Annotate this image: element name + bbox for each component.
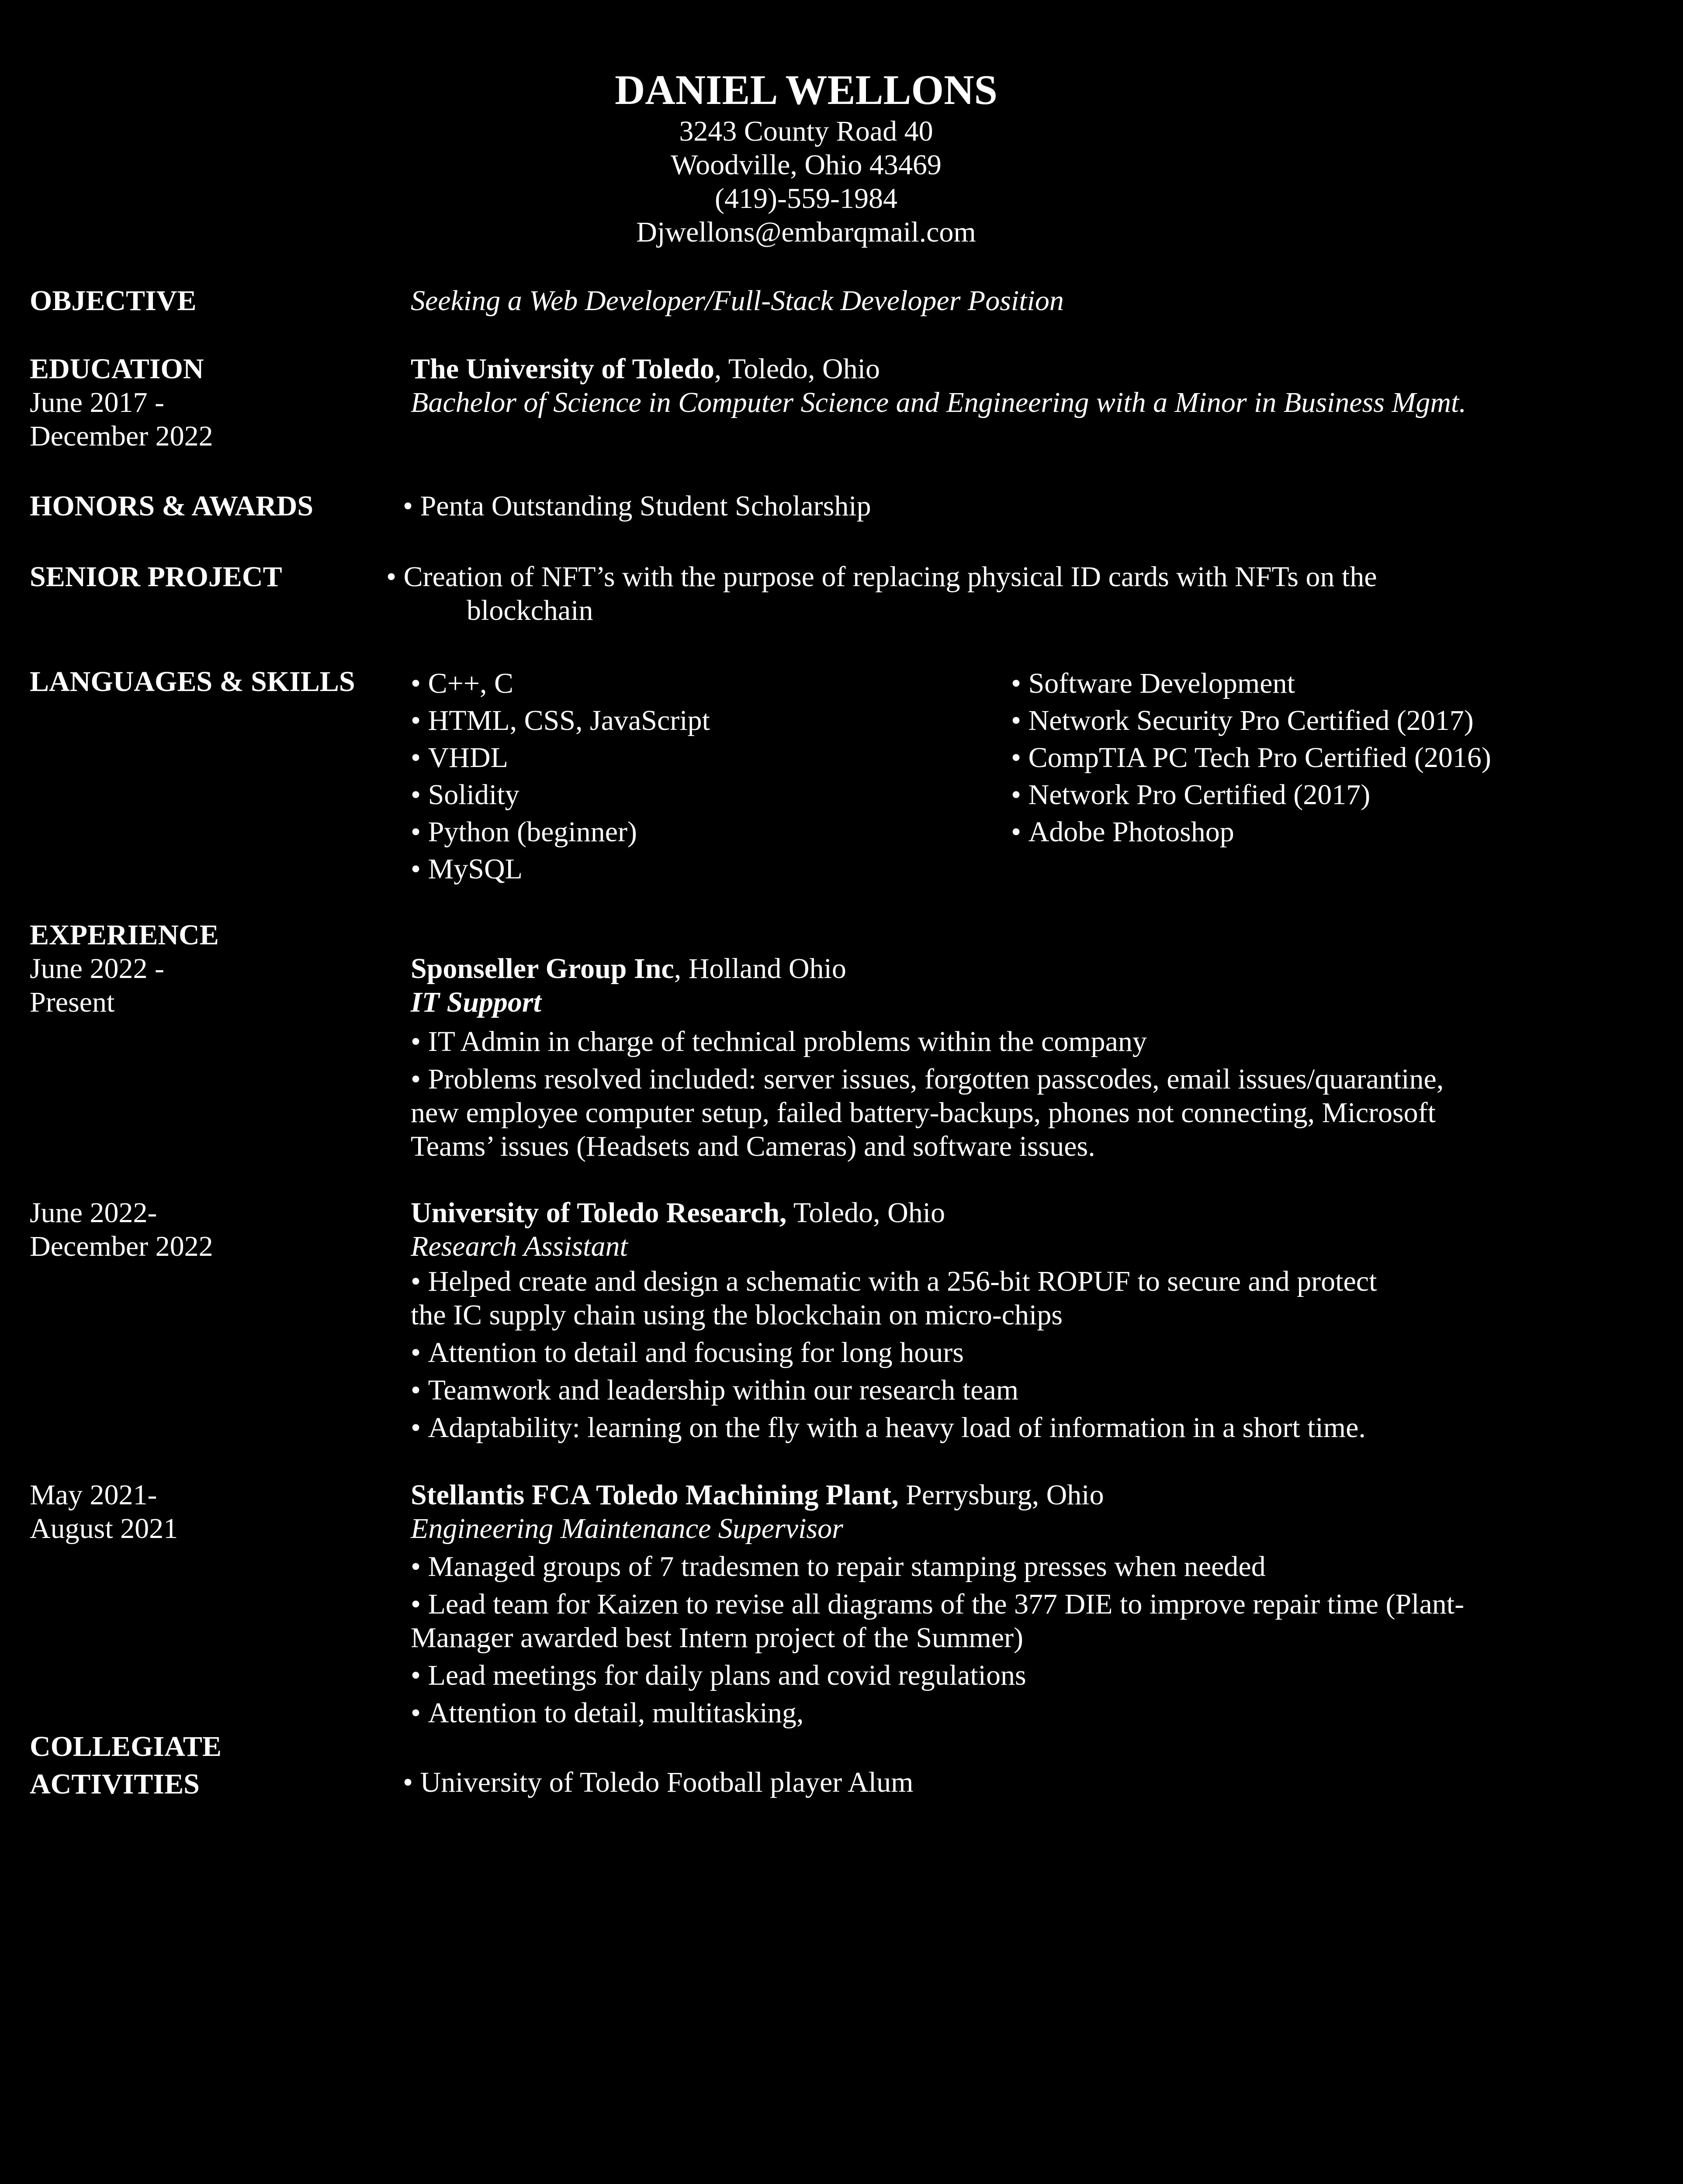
- job-3-employer: Stellantis FCA Toledo Machining Plant,: [411, 1479, 899, 1511]
- activities-item: [403, 1766, 913, 1799]
- bullet-icon: •: [1011, 742, 1022, 774]
- skill-item: [411, 813, 710, 850]
- skill-text: Solidity: [428, 779, 519, 811]
- address-line-2: Woodville, Ohio 43469: [671, 149, 942, 181]
- honors-item: [403, 489, 871, 523]
- skill-text: C++, C: [428, 667, 514, 699]
- job-1-date-end: Present: [30, 986, 115, 1018]
- senior-project-line-2: blockchain: [467, 594, 593, 626]
- skills-list-left: [411, 665, 710, 888]
- skill-text: VHDL: [428, 742, 508, 774]
- bullet-icon: •: [1011, 779, 1022, 811]
- bullet-icon: •: [411, 1374, 421, 1406]
- job-bullet-item: [411, 1587, 1464, 1655]
- education-location: , Toledo, Ohio: [714, 353, 880, 385]
- job-bullet-text: Problems resolved included: server issues, forgotten passcodes, email issues/quarantine,: [428, 1063, 1444, 1095]
- bullet-icon: •: [411, 1588, 421, 1620]
- objective-label: OBJECTIVE: [30, 285, 197, 317]
- education-label-block: [30, 352, 213, 453]
- education-school-line: [411, 352, 1466, 386]
- senior-project-label: SENIOR PROJECT: [30, 561, 282, 593]
- education-degree: Bachelor of Science in Computer Science and Engineering with a Minor in Business Mgmt.: [411, 387, 1466, 418]
- job-3-bullets: [411, 1550, 1464, 1734]
- resume-header: [0, 66, 1612, 249]
- bullet-icon: •: [411, 1697, 421, 1729]
- job-bullet-line: [411, 1621, 1464, 1655]
- job-bullet-item: [411, 1411, 1377, 1444]
- bullet-icon: •: [411, 742, 421, 774]
- activities-label-line-2: ACTIVITIES: [30, 1768, 200, 1800]
- job-1-dates: [30, 952, 164, 1019]
- job-bullet-text: Managed groups of 7 tradesmen to repair stamping presses when needed: [428, 1551, 1266, 1583]
- job-2-dates: [30, 1196, 213, 1263]
- job-bullet-line: [411, 1587, 1464, 1621]
- job-3-dates: [30, 1478, 178, 1545]
- activities-label: [30, 1728, 222, 1803]
- job-bullet-text: Attention to detail, multitasking,: [428, 1697, 804, 1729]
- skill-item: [1011, 776, 1491, 813]
- job-bullet-item: [411, 1696, 1464, 1730]
- bullet-icon: •: [411, 1412, 421, 1444]
- bullet-icon: •: [411, 779, 421, 811]
- job-bullet-text: Manager awarded best Intern project of the Summer): [411, 1622, 1023, 1654]
- honors-item-text: Penta Outstanding Student Scholarship: [420, 490, 871, 522]
- skill-item: [411, 739, 710, 776]
- job-bullet-line: [411, 1025, 1444, 1058]
- job-2-title: Research Assistant: [411, 1230, 628, 1262]
- job-bullet-item: [411, 1373, 1377, 1407]
- education-details: [411, 352, 1466, 419]
- skills-label: LANGUAGES & SKILLS: [30, 666, 355, 698]
- job-bullet-text: Adaptability: learning on the fly with a heavy load of information in a short time.: [428, 1412, 1366, 1444]
- bullet-icon: •: [411, 1265, 421, 1297]
- skill-item: [1011, 702, 1491, 739]
- skill-item: [411, 665, 710, 702]
- activities-item-text: University of Toledo Football player Alum: [420, 1766, 914, 1798]
- job-2-date-end: December 2022: [30, 1230, 213, 1262]
- skill-text: HTML, CSS, JavaScript: [428, 705, 710, 736]
- skill-text: CompTIA PC Tech Pro Certified (2016): [1028, 742, 1491, 774]
- skill-text: Software Development: [1028, 667, 1295, 699]
- job-bullet-text: the IC supply chain using the blockchain on micro-chips: [411, 1299, 1063, 1331]
- job-3-location: Perrysburg, Ohio: [898, 1479, 1104, 1511]
- job-1-date-start: June 2022 -: [30, 953, 164, 985]
- experience-label: EXPERIENCE: [30, 919, 219, 951]
- job-bullet-text: Lead meetings for daily plans and covid regulations: [428, 1659, 1026, 1691]
- job-3-details: [411, 1478, 1104, 1545]
- skill-item: [1011, 665, 1491, 702]
- bullet-icon: •: [1011, 705, 1022, 736]
- job-1-location: , Holland Ohio: [674, 953, 846, 985]
- bullet-icon: •: [411, 705, 421, 736]
- job-3-date-end: August 2021: [30, 1513, 178, 1545]
- job-bullet-line: [411, 1062, 1444, 1096]
- job-bullet-text: Lead team for Kaizen to revise all diagrams of the 377 DIE to improve repair time (Plant-: [428, 1588, 1465, 1620]
- job-bullet-text: Attention to detail and focusing for long hours: [428, 1337, 964, 1368]
- bullet-icon: •: [411, 853, 421, 885]
- job-bullet-item: [411, 1550, 1464, 1583]
- skill-text: MySQL: [428, 853, 523, 885]
- bullet-icon: •: [1011, 816, 1022, 848]
- job-bullet-line: [411, 1265, 1377, 1298]
- phone-number: (419)-559-1984: [715, 183, 897, 214]
- bullet-icon: •: [403, 1766, 413, 1798]
- email-address: Djwellons@embarqmail.com: [636, 216, 976, 248]
- job-bullet-item: [411, 1062, 1444, 1163]
- skill-item: [411, 850, 710, 888]
- job-bullet-text: Teamwork and leadership within our research team: [428, 1374, 1019, 1406]
- job-bullet-line: [411, 1550, 1464, 1583]
- job-bullet-text: new employee computer setup, failed battery-backups, phones not connecting, Microsoft: [411, 1097, 1436, 1129]
- job-1-title: IT Support: [411, 986, 541, 1018]
- job-2-details: [411, 1196, 945, 1263]
- job-3-date-start: May 2021-: [30, 1479, 157, 1511]
- job-2-employer: University of Toledo Research,: [411, 1197, 787, 1229]
- job-bullet-text: Teams’ issues (Headsets and Cameras) and software issues.: [411, 1130, 1095, 1162]
- job-bullet-line: [411, 1373, 1377, 1407]
- education-label: EDUCATION: [30, 353, 204, 385]
- bullet-icon: •: [411, 667, 421, 699]
- skill-text: Network Security Pro Certified (2017): [1028, 705, 1474, 736]
- objective-text: Seeking a Web Developer/Full-Stack Developer Position: [411, 285, 1064, 317]
- job-bullet-item: [411, 1265, 1377, 1332]
- honors-label: HONORS & AWARDS: [30, 490, 314, 522]
- bullet-icon: •: [403, 490, 413, 522]
- job-bullet-item: [411, 1025, 1444, 1058]
- job-1-employer: Sponseller Group Inc: [411, 953, 674, 985]
- job-bullet-item: [411, 1659, 1464, 1692]
- job-1-details: [411, 952, 846, 1019]
- bullet-icon: •: [1011, 667, 1022, 699]
- job-2-location: Toledo, Ohio: [786, 1197, 945, 1229]
- bullet-icon: •: [411, 1026, 421, 1057]
- bullet-icon: •: [411, 816, 421, 848]
- bullet-icon: •: [411, 1551, 421, 1583]
- job-bullet-text: Helped create and design a schematic with a 256-bit ROPUF to secure and protect: [428, 1265, 1377, 1297]
- job-1-bullets: [411, 1025, 1444, 1167]
- job-bullet-text: IT Admin in charge of technical problems within the company: [428, 1026, 1147, 1057]
- senior-project-line-1: Creation of NFT’s with the purpose of replacing physical ID cards with NFTs on the: [403, 561, 1377, 593]
- address-line-1: 3243 County Road 40: [679, 115, 933, 147]
- skill-item: [1011, 813, 1491, 850]
- job-bullet-line: [411, 1336, 1377, 1369]
- senior-project-item: [386, 560, 1377, 594]
- skill-item: [411, 702, 710, 739]
- job-2-bullets: [411, 1265, 1377, 1448]
- bullet-icon: •: [411, 1337, 421, 1368]
- candidate-name: DANIEL WELLONS: [615, 66, 997, 113]
- skill-item: [411, 776, 710, 813]
- education-date-end: December 2022: [30, 420, 213, 452]
- skill-text: Network Pro Certified (2017): [1028, 779, 1371, 811]
- education-school: The University of Toledo: [411, 353, 714, 385]
- bullet-icon: •: [386, 561, 397, 593]
- bullet-icon: •: [411, 1659, 421, 1691]
- job-bullet-line: [411, 1696, 1464, 1730]
- skill-text: Adobe Photoshop: [1028, 816, 1234, 848]
- job-bullet-line: [411, 1096, 1444, 1130]
- job-bullet-line: [411, 1298, 1377, 1332]
- skill-text: Python (beginner): [428, 816, 637, 848]
- job-bullet-item: [411, 1336, 1377, 1369]
- education-date-start: June 2017 -: [30, 387, 164, 418]
- job-bullet-line: [411, 1411, 1377, 1444]
- skills-list-right: [1011, 665, 1491, 850]
- job-bullet-line: [411, 1659, 1464, 1692]
- job-bullet-line: [411, 1130, 1444, 1163]
- bullet-icon: •: [411, 1063, 421, 1095]
- job-3-title: Engineering Maintenance Supervisor: [411, 1513, 843, 1545]
- job-2-date-start: June 2022-: [30, 1197, 157, 1229]
- activities-label-line-1: COLLEGIATE: [30, 1731, 222, 1762]
- skill-item: [1011, 739, 1491, 776]
